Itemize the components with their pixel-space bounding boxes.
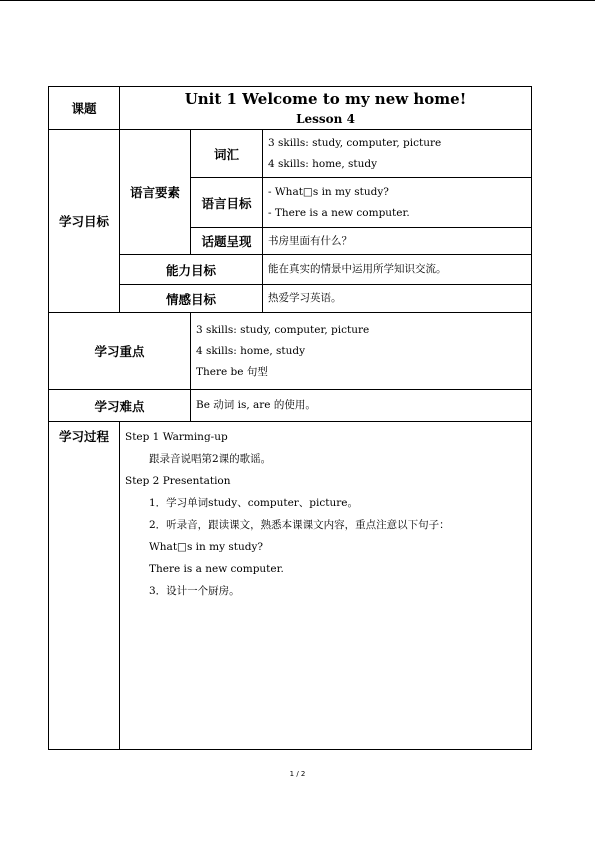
language-elements-label: 语言要素	[120, 130, 191, 255]
process-row	[49, 422, 532, 750]
lesson-plan-table	[48, 86, 532, 750]
ability-content: 能在真实的情景中运用所学知识交流。	[263, 255, 532, 285]
difficulty-content: Be 动词 is, are 的使用。	[191, 390, 532, 422]
course-subtitle: Lesson 4	[296, 112, 355, 126]
language-goal-content	[263, 178, 532, 228]
process-step: Step 2 Presentation	[125, 475, 231, 487]
header-row	[49, 87, 532, 130]
vocab-line: 4 skills: home, study	[268, 157, 378, 170]
key-points-content	[191, 313, 532, 390]
goal-line: - There is a new computer.	[268, 206, 410, 219]
key-point-line: 4 skills: home, study	[196, 344, 306, 357]
process-line: 跟录音说唱第2课的歌谣。	[149, 453, 272, 465]
course-title: Unit 1 Welcome to my new home!	[184, 90, 467, 108]
key-point-line: 3 skills: study, computer, picture	[196, 323, 370, 336]
key-points-row	[49, 313, 532, 390]
vocab-row	[49, 130, 532, 178]
topic-content: 书房里面有什么？	[263, 228, 532, 255]
process-line: 3．设计一个厨房。	[149, 585, 240, 597]
goal-line: - What□s in my study?	[268, 185, 389, 198]
page-number: 1 / 2	[289, 770, 306, 778]
difficulty-row	[49, 390, 532, 422]
top-rule	[0, 0, 595, 1]
course-label: 课题	[49, 87, 120, 130]
ability-row	[49, 255, 532, 285]
emotion-row	[49, 285, 532, 313]
process-line: There is a new computer.	[149, 563, 284, 575]
process-step: Step 1 Warming-up	[125, 431, 228, 443]
vocab-line: 3 skills: study, computer, picture	[268, 136, 442, 149]
process-line: 1．学习单词study、computer、picture。	[149, 497, 358, 509]
vocab-content	[263, 130, 532, 178]
process-line: What□s in my study?	[149, 541, 264, 553]
key-points-label: 学习重点	[49, 313, 191, 390]
process-content	[120, 422, 532, 750]
emotion-label: 情感目标	[120, 285, 263, 313]
objectives-label: 学习目标	[49, 130, 120, 313]
emotion-content: 热爱学习英语。	[263, 285, 532, 313]
language-goal-label: 语言目标	[191, 178, 263, 228]
vocab-label: 词汇	[191, 130, 263, 178]
key-point-line: There be 句型	[196, 365, 268, 378]
course-title-cell	[120, 87, 532, 130]
ability-label: 能力目标	[120, 255, 263, 285]
process-label: 学习过程	[49, 422, 120, 750]
difficulty-label: 学习难点	[49, 390, 191, 422]
process-line: 2．听录音，跟读课文，熟悉本课课文内容，重点注意以下句子：	[149, 519, 450, 531]
topic-label: 话题呈现	[191, 228, 263, 255]
